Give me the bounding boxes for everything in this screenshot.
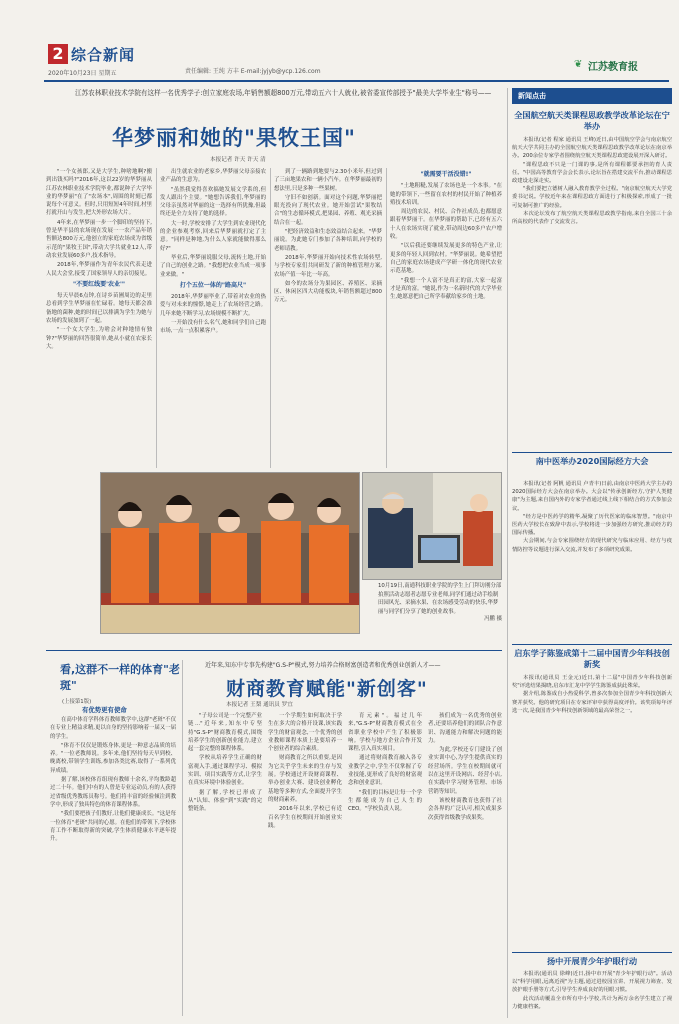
lead-byline: 本报记者 许天 许天 清 [210, 157, 266, 163]
paragraph: 本报讯(通讯员 王金元)近日,第十二届"中国青少年科技创新奖"评选结果揭晓,启东市汇龙中学学生陈鉴成获此殊荣。 [512, 675, 672, 690]
paragraph: "虽然我觉得喜欢搞她发展文学系的,但发人跟出个主要。"她想告诉我们,华梦丽的父母亲虽然对华丽的这一选择有所犹豫,但最终还是全力支持了她的选择。 [160, 186, 266, 218]
paragraph: "子母公司是一个完整产业链..."近年来,知东中专坚持"G.S-P"财商教育模式,围绕培养学生的创新创业能力,建立起一套完整的课程体系。 [188, 713, 262, 753]
left-kicker: (上接第1版) [62, 699, 92, 705]
column-rule [182, 660, 183, 1016]
sidebar-headline-2: 南中医举办2020国际经方大会 [535, 456, 649, 466]
lead-intro: 江苏农林职业技术学院有这样一名优秀学子:创立家庭农场,年销售额超800万元,带动五六十人就业,被省委宣传部授予"最美大学毕业生"称号—— [75, 89, 492, 97]
paragraph: 守旧不如创新。面对这个问题,华梦丽把眼光投向了现代农业。她开始尝试"果牧结合"的生态循环模式,把果园、养殖、观光采摘结合在一起。 [274, 194, 382, 226]
paragraph: "体育不仅仅是锻炼身体,更是一种意志品质的培养。"一位老教师说。多年来,他们坚持每天早到校、晚离校,带领学生训练,参加各类比赛,取得了一系列优异成绩。 [50, 742, 176, 774]
paragraph: 在高中体育学科体育教师教学中,这群"老斑"不仅在专业上精益求精,更以自身的坚持影响着一届又一届的学生。 [50, 717, 176, 740]
second-column-2 [268, 712, 342, 1016]
lead-subhead-3: "就需要干活没错!" [420, 171, 472, 178]
paragraph: "经方是中医药学的精华,凝聚了历代医家的临床智慧。"南京中医药大学校长在致辞中表示,学校将进一步加强经方研究,推动经方的国际传播。 [512, 513, 672, 537]
column-rule [386, 168, 387, 468]
second-column-3 [348, 712, 422, 1016]
second-column-1 [188, 712, 262, 1016]
issue-date: 2020年10月23日 星期五 [48, 70, 117, 77]
paragraph: 据介绍,陈鉴成自小热爱科学,曾多次参加全国青少年科技创新大赛并获奖。他的研究项目在专家评审中获得高度评价。该奖项每年评选一次,是我国青少年科技创新领域的最高荣誉之一。 [512, 691, 672, 714]
paragraph: 孩们成为一名优秀的创业者,还要培养他们的团队合作意识、沟通能力和解决问题的能力。 [428, 713, 502, 744]
sidebar-rule [507, 88, 508, 1018]
paragraph: 据了解,该校体育组现有教师十余名,平均教龄超过二十年。他们中有的人曾是专业运动员,有的人获得过省级优秀教练员称号。他们将丰富的经验倾注到教学中,形成了独具特色的体育课程体系。 [50, 777, 176, 808]
leaf-logo-icon: ❦ [574, 59, 583, 70]
sidebar-body-1 [512, 136, 672, 448]
paragraph: "我们要把立德树人融入教育教学全过程。"南京航空航天大学党委书记说。学校近年来在课程思政方面进行了积极探索,形成了一批可复制可推广的经验。 [512, 186, 672, 209]
second-column-4 [428, 712, 502, 1016]
paragraph: 周边的农民、村民、合作社成员,也都愿意跟着华梦丽干。在华梦丽的帮助下,已经有五六十人在农场实现了就业,带动周边60多户农户增收。 [390, 209, 502, 241]
page-header [0, 0, 679, 78]
paragraph: 每天早晨6点钟,在诗乡苗圃周边的走里总看到学生华梦丽在忙碌着。她每天都会准备地的菌种,她的时间已以排满为学生为她与农场的发展加到了一起。 [46, 293, 152, 325]
photo-credit: 冯鹏 摄 [484, 616, 502, 622]
sidebar-divider [512, 452, 672, 453]
paragraph: 大一时,学校安排了大学生到农业现代化的企业参观考察,回来后华梦丽就打定了主意。"同样是种地,为什么人家就能做得那么好?" [160, 220, 266, 252]
paragraph: 此次活动覆盖全市所有中小学校,共计为两万余名学生建立了视力健康档案。 [512, 995, 672, 1010]
editor-line: 责任编辑: 王纯 方丰 E-mail:jyjyb@ycp.126.com [185, 68, 321, 75]
paragraph: 该校财商教育也获得了社会各界的广泛认可,相关成果多次获得省级教学成果奖。 [428, 797, 502, 821]
students-group-photo [100, 472, 360, 634]
lead-column-4 [390, 168, 502, 470]
lead-headline: 华梦丽和她的"果牧王国" [112, 126, 356, 150]
sidebar-headline-1: 全国航空航天类课程思政教学改革论坛在宁举办 [514, 110, 670, 131]
paragraph: 一个学期生如何取决于学生在多大的合格开设课,该实践学生的财富观念,一个优秀的创业教师课程本质上是要培养一个创业者的综合素质。 [268, 713, 342, 753]
paragraph: "一个女孩郎,又是大学生,种啥地啊?搬到出钱买吗?"2016年,这以22岁的华梦丽从江苏农林职业技术学院毕业,都说种子大学毕业的华梦丽"在了"农场本",周围的时刻已都说每个可意义。但时,只用短短4年时间,村里打就开山与发生,把大外形农场大片。 [46, 169, 152, 217]
paragraph: 毕业后,华梦丽说服父母,流转土地,开始了自己的创业之路。"我想把农业当成一项事业来做。" [160, 254, 266, 278]
paragraph: 到了一辆路到地要与2.30小米年,但过到了三亩地果农和一辆小汽车。在华梦丽最初的想法里,只是多种一些果树。 [274, 169, 382, 192]
lead-subhead-2: 打个五位一体的"路高尺" [179, 281, 247, 289]
news-sidebar [512, 88, 672, 1018]
paragraph: 4年来,在华梦丽一步一个脚印的坚持下,曾是华平县的农场现在发展一一农产品年销售额达800万元,他创立的家庭农场成为省级示范的"果牧王国",带动大学共就业12人,带动农业发展60多户,技术指导。 [46, 219, 152, 259]
paragraph: 财商教育之所以重要,是因为它关乎学生未来的生存与发展。学校通过开设财商课程、举办创业大赛、建设创业孵化基地等多种方式,全面提升学生的财商素养。 [268, 755, 342, 803]
elder-laptop-photo [362, 472, 502, 580]
paragraph: "我们要把孩子们教好,让他们健康成长。"这是每一位体育"老斑"共同的心愿。在他们的带领下,学校体育工作不断取得新的突破,学生体质健康水平逐年提升。 [50, 811, 176, 843]
sidebar-headline-3: 启东学子陈鉴成第十二届中国青少年科技创新奖 [514, 648, 670, 669]
paragraph: "把经济效益和生态效益结合起来。"华梦丽说。为此她专门参加了各种培训,向学校的老师请教。 [274, 229, 382, 252]
paragraph: 2018年,华梦丽开始向技术性农场转型,与学校专家们共同研发了新的种植管理方案,农场产值一年比一年高。 [274, 254, 382, 278]
paragraph: 出生就农业的老家乡,华梦丽父母亲接农业产品的生意为。 [160, 169, 266, 184]
paragraph: "我想一个人富不是真正的富,大家一起富才是真的富。"她说,作为一名新时代的大学毕业生,她愿意把自己所学奉献给家乡的土地。 [390, 277, 502, 301]
sidebar-divider [512, 952, 672, 953]
left-subhead: 有优势更有使命 [82, 706, 127, 714]
second-headline: 财商教育赋能"新创客" [226, 678, 428, 700]
paragraph: 一开始没有什么名气,她和同学们自己跑市场,一点一点积累客户。 [160, 320, 266, 335]
paragraph: 本报讯(记者 阿帆 通讯员 卢青丰)日前,由南京中医药大学主办的2020国际经方大会在南京举办。大会以"传承创新经方,守护人类健康"为主题,来自国内外的专家学者通过线上线下相结合的方式参加会议。 [512, 481, 672, 512]
paragraph: "以后我还要继续发展更多的特色产业,让更多的年轻人回到农村。"华梦丽说。她希望把自己的家庭农场建成产学研一体化的现代农业示范基地。 [390, 243, 502, 275]
left-article-body [50, 716, 176, 1016]
paragraph: "土地粗糙,发展了农场也是一个本事。"在她的带领下,一些留在农村的村民开始了种植养殖技术培训。 [390, 183, 502, 206]
paragraph: 通过将财商教育融入各专业教学之中,学生不仅掌握了专业技能,更形成了良好的财富观念和创业意识。 [348, 755, 422, 787]
header-rule [44, 80, 669, 82]
lead-column-3 [274, 168, 382, 470]
paragraph: 如今的农场分为果园区、养殖区、采摘区、休闲区四大功能板块,年销售额超过800万元。 [274, 280, 382, 304]
section-title: 综合新闻 [71, 46, 136, 64]
lead-column-1 [46, 168, 152, 470]
lead-subhead-1: "不要红线要'农业'" [73, 280, 125, 288]
section-divider [46, 650, 502, 651]
paragraph: 学校从培养学生正确的财富观入手,通过课程学习、模拟实训、项目实践等方式,让学生在真实环境中体验创业。 [188, 755, 262, 787]
paragraph: 据了解,学校已形成了从"认知、体验"到"实践"的完整链条。 [188, 789, 262, 813]
sidebar-body-3 [512, 674, 672, 948]
paragraph: 大会期间,与会专家围绕经方的现代研究与临床应用、经方与疫情防控等议题进行深入交流,并发布了多项研究成果。 [512, 538, 672, 553]
page-number-badge: 2 [48, 44, 68, 64]
second-kicker: 近年来,知东中专事先构建"G.S-P"模式,努力培养合格财富创造者和优秀创业创新人才—— [205, 662, 441, 669]
lead-column-2 [160, 168, 266, 470]
sidebar-body-2 [512, 480, 672, 640]
paragraph: 2018年,华梦丽作为青年农民代表走进人民大会堂,接受了国家领导人的亲切接见。 [46, 262, 152, 277]
paragraph: "一个女大学生,为啥会对种地情有独钟?"华梦丽的回答很简单,她从小就在农家长大。 [46, 327, 152, 350]
paragraph: 2016年以来,学校已有近百名学生在校期间开始创业实践。 [268, 806, 342, 829]
sidebar-divider [512, 644, 672, 645]
sidebar-tag [512, 88, 672, 104]
paragraph: 为此,学校还专门建设了创业实训中心,为学生提供真实的经营场所。学生在校期间就可以在这里开设网店、经营小店,在实践中学习财务管理、市场营销等知识。 [428, 747, 502, 795]
paragraph: 2018年,华梦丽毕业了,带着对农业的热爱与对未来的憧憬,她走上了农场经营之路。几年来她不断学习,农场规模不断扩大。 [160, 294, 266, 317]
column-rule [156, 168, 157, 468]
sidebar-body-4 [512, 970, 672, 1016]
photo-caption: 10月19日,南通科技职业学院的学生上门拜访刚分部拍照活动志愿者志愿专业老师,同学们通过动手绘制田园风光、采摘水果、在农场感受劳动的快乐,华梦丽与同学们分享了她的创业故事。 [378, 583, 502, 615]
second-byline: 本报记者 王梨 通讯员 罗宜 [226, 702, 293, 708]
paragraph: 本次论坛发布了航空航天类课程思政教学指南,来自全国三十余所高校的代表作了交流发言。 [512, 210, 672, 226]
masthead-brand: 江苏教育报 [588, 62, 638, 73]
left-headline: 看,这群不一样的体育"老斑" [60, 663, 180, 692]
paragraph: 育元素"。福过几年来,"G.S-P"财商教育模式在全省职业学校中产生了积极影响。学校与地方企业合作开发课程,引入真实项目。 [348, 713, 422, 753]
sidebar-headline-4: 扬中开展青少年护眼行动 [546, 956, 638, 966]
paragraph: 本报讯(记者 程家 通讯员 王峰)近日,由中国航空学会与南京航空航天大学共同主办的全国航空航天类课程思政教学改革论坛在南京举办。200余位专家学者围绕航空航天类课程思政建设展开深入研讨。 [512, 137, 672, 160]
paragraph: "我们的目标是让每一个学生都能成为自己人生的CEO。"学校负责人说。 [348, 789, 422, 813]
paragraph: "课程思政不只是一门课的事,是所有课程都要承担的育人责任。"中国高等教育学会会长表示,论坛旨在搭建交流平台,推动课程思政建设走深走实。 [512, 161, 672, 185]
paragraph: 本报讯(通讯员 徐峰)近日,扬中市开展"青少年护眼行动"。活动以"科学用眼,远离近视"为主题,通过进校园宣讲、开展视力筛查、发放护眼手册等方式,引导学生养成良好的用眼习惯。 [512, 971, 672, 994]
column-rule [270, 168, 271, 468]
sidebar-tag-label: 新闻点击 [518, 92, 546, 100]
